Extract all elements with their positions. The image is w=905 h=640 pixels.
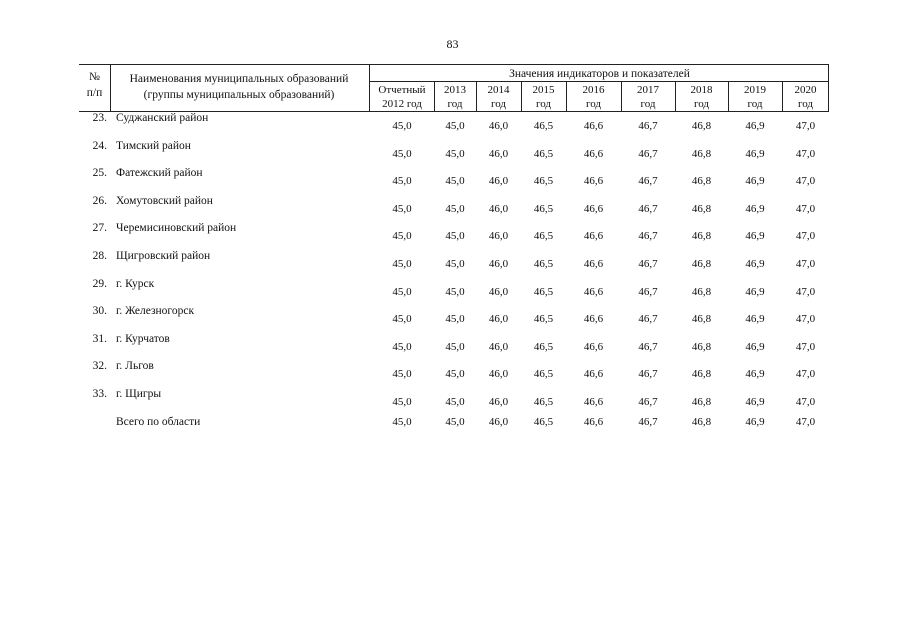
row-number: 27. bbox=[92, 222, 107, 235]
row-value: 46,8 bbox=[691, 285, 712, 298]
header-year-line2: год bbox=[640, 98, 656, 110]
row-value: 46,6 bbox=[583, 313, 604, 326]
table-body bbox=[79, 112, 829, 443]
header-year-line1: 2020 bbox=[794, 84, 817, 96]
header-year-line2: год bbox=[585, 98, 602, 110]
row-value: 46,0 bbox=[488, 415, 509, 428]
table-row bbox=[79, 278, 829, 306]
row-name: г. Курчатов bbox=[116, 332, 170, 345]
header-year-8 bbox=[782, 82, 829, 113]
row-name: Щигровский район bbox=[116, 249, 211, 262]
row-value: 46,9 bbox=[745, 340, 765, 353]
row-value: 46,9 bbox=[745, 202, 765, 215]
row-value: 46,0 bbox=[488, 120, 509, 132]
row-value: 46,8 bbox=[691, 313, 712, 326]
header-year-row bbox=[370, 81, 829, 112]
row-value: 46,5 bbox=[533, 230, 554, 243]
row-name: г. Железногорск bbox=[116, 305, 195, 318]
header-year-line1: 2018 bbox=[690, 84, 713, 96]
row-value: 47,0 bbox=[795, 257, 816, 270]
row-value: 46,0 bbox=[488, 147, 509, 160]
row-value: 46,7 bbox=[638, 340, 658, 353]
row-value: 46,9 bbox=[745, 415, 765, 428]
row-value: 46,7 bbox=[638, 395, 658, 408]
row-value: 46,5 bbox=[533, 257, 554, 270]
row-value: 46,0 bbox=[488, 230, 509, 243]
row-value: 46,5 bbox=[533, 415, 554, 428]
row-value: 46,6 bbox=[583, 230, 604, 243]
header-year-7 bbox=[728, 82, 782, 113]
table-row bbox=[79, 222, 829, 250]
row-value: 47,0 bbox=[795, 395, 816, 408]
row-number: 24. bbox=[92, 139, 107, 152]
row-value: 46,8 bbox=[691, 368, 712, 381]
header-year-line2: год bbox=[797, 98, 814, 110]
row-value: 46,6 bbox=[583, 147, 604, 160]
row-value: 46,0 bbox=[488, 202, 509, 215]
divider bbox=[521, 82, 522, 112]
row-value: 47,0 bbox=[795, 415, 816, 428]
header-group-label: Значения индикаторов и показателей bbox=[509, 68, 690, 80]
row-value: 46,7 bbox=[638, 313, 658, 326]
row-value: 47,0 bbox=[795, 120, 816, 132]
header-year-1 bbox=[434, 82, 476, 113]
row-number: 32. bbox=[92, 360, 107, 373]
header-year-0 bbox=[370, 82, 434, 113]
header-number-label-1: № bbox=[89, 71, 100, 83]
row-name: Черемисиновский район bbox=[116, 222, 237, 235]
row-value: 46,0 bbox=[488, 175, 509, 188]
row-value: 46,7 bbox=[638, 147, 658, 160]
row-value: 46,6 bbox=[583, 202, 604, 215]
row-value: 46,7 bbox=[638, 257, 658, 270]
header-year-5 bbox=[621, 82, 675, 113]
row-value: 46,0 bbox=[488, 285, 509, 298]
row-value: 46,0 bbox=[488, 395, 509, 408]
header-year-line2: год bbox=[447, 98, 463, 110]
row-value: 46,6 bbox=[583, 415, 604, 428]
row-value: 46,6 bbox=[583, 285, 604, 298]
row-value: 45,0 bbox=[392, 285, 412, 298]
row-value: 46,5 bbox=[533, 120, 554, 132]
header-year-line2: год bbox=[535, 98, 552, 110]
row-value: 46,5 bbox=[533, 340, 554, 353]
row-value: 47,0 bbox=[795, 368, 816, 381]
row-value: 46,6 bbox=[583, 340, 604, 353]
row-name: Фатежский район bbox=[116, 167, 203, 180]
row-value: 45,0 bbox=[445, 147, 465, 160]
row-value: 46,8 bbox=[691, 257, 712, 270]
row-value: 46,8 bbox=[691, 395, 712, 408]
row-value: 45,0 bbox=[392, 340, 412, 353]
header-year-4 bbox=[566, 82, 621, 113]
row-value: 45,0 bbox=[392, 230, 412, 243]
row-value: 46,0 bbox=[488, 313, 509, 326]
row-value: 45,0 bbox=[445, 285, 465, 298]
row-value: 45,0 bbox=[392, 147, 412, 160]
table-row bbox=[79, 112, 829, 140]
row-value: 45,0 bbox=[445, 230, 465, 243]
divider bbox=[476, 82, 477, 112]
header-year-line1: 2017 bbox=[637, 84, 659, 96]
header-year-line1: Отчетный bbox=[378, 84, 426, 96]
row-value: 46,5 bbox=[533, 175, 554, 188]
row-value: 46,6 bbox=[583, 175, 604, 188]
table-row bbox=[79, 305, 829, 333]
header-year-2 bbox=[476, 82, 521, 113]
row-value: 45,0 bbox=[392, 175, 412, 188]
header-year-line1: 2016 bbox=[582, 84, 605, 96]
row-value: 46,6 bbox=[583, 257, 604, 270]
row-value: 46,7 bbox=[638, 415, 658, 428]
row-name: Хомутовский район bbox=[116, 194, 213, 207]
table-row bbox=[79, 167, 829, 195]
row-value: 45,0 bbox=[392, 313, 412, 326]
row-value: 46,8 bbox=[691, 120, 712, 132]
row-name: Всего по области bbox=[116, 415, 201, 428]
row-value: 46,9 bbox=[745, 285, 765, 298]
row-value: 45,0 bbox=[392, 257, 412, 270]
row-value: 46,9 bbox=[745, 230, 765, 243]
table-row bbox=[79, 250, 829, 278]
row-value: 47,0 bbox=[795, 340, 816, 353]
header-year-line2: год bbox=[693, 98, 710, 110]
header-number-label-2: п/п bbox=[86, 87, 103, 99]
row-value: 45,0 bbox=[445, 257, 465, 270]
row-value: 46,7 bbox=[638, 230, 658, 243]
row-value: 46,7 bbox=[638, 285, 658, 298]
table-total-row bbox=[79, 416, 829, 444]
row-value: 46,5 bbox=[533, 313, 554, 326]
row-value: 47,0 bbox=[795, 175, 816, 188]
header-year-line2: год bbox=[490, 98, 507, 110]
row-value: 45,0 bbox=[445, 175, 465, 188]
divider bbox=[675, 82, 676, 112]
row-value: 46,0 bbox=[488, 340, 509, 353]
row-value: 45,0 bbox=[392, 120, 412, 132]
header-year-line1: 2015 bbox=[532, 84, 555, 96]
row-value: 46,7 bbox=[638, 175, 658, 188]
row-value: 47,0 bbox=[795, 147, 816, 160]
divider bbox=[621, 82, 622, 112]
row-value: 45,0 bbox=[445, 368, 465, 381]
header-year-line1: 2014 bbox=[487, 84, 510, 96]
row-number: 26. bbox=[92, 194, 107, 207]
divider bbox=[566, 82, 567, 112]
header-year-line2: 2012 год bbox=[382, 98, 422, 110]
header-year-3 bbox=[521, 82, 566, 113]
row-value: 45,0 bbox=[445, 415, 465, 428]
row-value: 46,8 bbox=[691, 147, 712, 160]
header-name-label-2: (группы муниципальных образований) bbox=[143, 89, 335, 101]
row-value: 45,0 bbox=[445, 202, 465, 215]
header-year-6 bbox=[675, 82, 728, 113]
row-value: 47,0 bbox=[795, 285, 816, 298]
divider bbox=[728, 82, 729, 112]
row-value: 46,6 bbox=[583, 395, 604, 408]
row-value: 46,5 bbox=[533, 147, 554, 160]
row-number: 33. bbox=[92, 387, 107, 400]
row-value: 46,9 bbox=[745, 313, 765, 326]
row-value: 46,8 bbox=[691, 415, 712, 428]
row-value: 46,6 bbox=[583, 120, 604, 132]
row-number: 23. bbox=[92, 112, 107, 124]
row-value: 45,0 bbox=[392, 415, 412, 428]
page-number: 83 bbox=[446, 37, 459, 51]
row-value: 46,7 bbox=[638, 368, 658, 381]
row-value: 45,0 bbox=[392, 202, 412, 215]
row-value: 46,8 bbox=[691, 340, 712, 353]
row-number: 30. bbox=[92, 305, 107, 318]
row-value: 46,5 bbox=[533, 202, 554, 215]
row-number: 31. bbox=[92, 332, 107, 345]
row-value: 46,0 bbox=[488, 368, 509, 381]
row-value: 46,7 bbox=[638, 202, 658, 215]
row-value: 46,5 bbox=[533, 368, 554, 381]
row-value: 45,0 bbox=[445, 120, 465, 132]
row-name: Тимский район bbox=[116, 139, 191, 152]
row-number: 25. bbox=[92, 167, 107, 180]
row-value: 46,8 bbox=[691, 230, 712, 243]
row-number: 28. bbox=[92, 249, 107, 262]
row-value: 46,9 bbox=[745, 147, 765, 160]
row-value: 47,0 bbox=[795, 313, 816, 326]
row-name: Суджанский район bbox=[116, 112, 209, 124]
indicators-table bbox=[79, 64, 829, 443]
divider bbox=[782, 82, 783, 112]
row-value: 45,0 bbox=[445, 395, 465, 408]
row-number: 29. bbox=[92, 277, 107, 290]
row-name: г. Щигры bbox=[116, 387, 162, 400]
table-row bbox=[79, 140, 829, 168]
header-year-line2: год bbox=[747, 98, 763, 110]
row-value: 46,7 bbox=[638, 120, 658, 132]
row-value: 47,0 bbox=[795, 202, 816, 215]
row-value: 46,5 bbox=[533, 285, 554, 298]
table-row bbox=[79, 195, 829, 223]
row-value: 45,0 bbox=[392, 395, 412, 408]
header-year-line1: 2013 bbox=[444, 84, 466, 96]
header-year-line1: 2019 bbox=[744, 84, 766, 96]
header-name-label-1: Наименования муниципальных образований bbox=[129, 73, 349, 85]
table-row bbox=[79, 360, 829, 388]
row-value: 46,8 bbox=[691, 175, 712, 188]
divider bbox=[434, 82, 435, 112]
table-row bbox=[79, 333, 829, 361]
row-value: 45,0 bbox=[445, 313, 465, 326]
row-value: 46,8 bbox=[691, 202, 712, 215]
row-value: 46,9 bbox=[745, 120, 765, 132]
row-value: 45,0 bbox=[392, 368, 412, 381]
row-value: 46,5 bbox=[533, 395, 554, 408]
header-number-column bbox=[79, 69, 110, 101]
row-value: 46,9 bbox=[745, 395, 765, 408]
table-header bbox=[79, 64, 829, 112]
row-value: 46,6 bbox=[583, 368, 604, 381]
row-value: 47,0 bbox=[795, 230, 816, 243]
row-value: 46,0 bbox=[488, 257, 509, 270]
row-value: 46,9 bbox=[745, 368, 765, 381]
row-value: 46,9 bbox=[745, 175, 765, 188]
divider bbox=[828, 65, 829, 111]
row-name: г. Курск bbox=[116, 277, 155, 290]
row-value: 45,0 bbox=[445, 340, 465, 353]
header-name-column bbox=[111, 71, 367, 103]
row-value: 46,9 bbox=[745, 257, 765, 270]
table-row bbox=[79, 388, 829, 416]
row-name: г. Льгов bbox=[116, 360, 154, 373]
